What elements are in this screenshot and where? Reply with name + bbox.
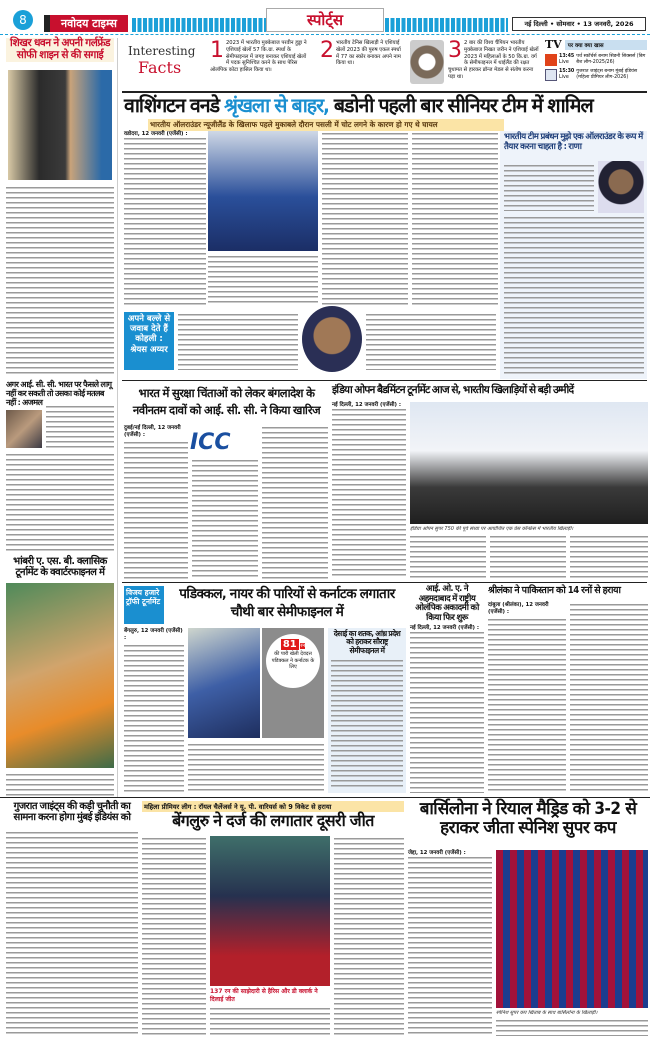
page-header (0, 8, 650, 34)
barcelona-photo (496, 850, 648, 1008)
article-body (410, 625, 484, 793)
dateline: नई दिल्ली • सोमवार • 13 जनवरी, 2026 (512, 17, 646, 31)
fact-item (320, 40, 402, 67)
article-body (6, 830, 138, 1035)
icc-dateline: दुबई/नई दिल्ली, 12 जनवरी (एजेंसी) : (124, 425, 188, 439)
article-body (334, 836, 404, 1036)
lead-subhead: भारतीय ऑलराउंडर न्यूजीलैंड के खिलाफ पहले मुकाबले दौरान पसली में चोट लगने के कारण हो गए थे घायल (148, 119, 504, 131)
side-headline: भारतीय टीम प्रबंधन मुझे एक ऑलराउंडर के रूप में तैयार करना चाहता है : राणा (504, 132, 643, 152)
barca-dateline: जेद्दा, 12 जनवरी (एजेंसी) : (408, 850, 492, 857)
side-story (500, 131, 647, 379)
srilanka-headline: श्रीलंका ने पाकिस्तान को 14 रनों से हराया (488, 585, 621, 596)
washington-photo (208, 131, 318, 251)
fact-text: 2023 में भारतीय मुक्केबाज परवीन हुड्डा ने एशियाई खेलों 57 कि.ग्रा. स्पर्धा के सेमीफाइनल में जगह बनाकर एशियाई खेलों में पदक सुनिश्चित करने के साथ पेरिस ओलंपिक कोटा हासिल किया था। (210, 40, 307, 73)
facts-title-2: Facts (138, 58, 182, 77)
fact-text: 2 बार की विश्व चैंपियन भारतीय मुक्केबाज निखत जरीन ने एशियाई खेलों 2023 में महिलाओं के 50 कि.ग्रा. वर्ग के सेमीफाइनल में थाईलैंड की रक्षत चुथामत से हारकर ब्रॉन्ज मेडल से संतोष करना पड़ा था। (448, 40, 539, 80)
article-body (6, 185, 114, 375)
tv-title: TV (545, 38, 562, 51)
article-body (366, 312, 496, 370)
article-body (490, 534, 566, 578)
rcb-photo (210, 836, 330, 986)
tennis-photo (6, 583, 114, 768)
article-body (496, 1018, 648, 1036)
saurashtra-box (328, 628, 406, 793)
vijay-dateline: बेंगलुरु, 12 जनवरी (एजेंसी) : (124, 628, 183, 642)
fact-item (210, 40, 310, 74)
article-body (188, 742, 324, 792)
wpl-headline: बेंगलुरु ने दर्ज की लगातार दूसरी जीत (172, 811, 374, 830)
article-body (178, 312, 298, 370)
headline-part: बडोनी पहली बार सीनियर टीम में शामिल (328, 94, 593, 117)
article-body (124, 628, 184, 793)
headline: भांबरी ए. एस. बी. क्लासिक टूर्नामेंट के क्वार्टरफाइनल में (13, 556, 107, 579)
padikkal-photo (188, 628, 260, 738)
channel-logo-icon (545, 54, 557, 66)
article-body (6, 772, 114, 798)
tv-row (545, 54, 647, 66)
fact-item (448, 40, 540, 81)
article-body (322, 131, 408, 306)
left-column (6, 38, 114, 798)
icc-headline: भारत में सुरक्षा चिंताओं को लेकर बंगलादेश के नवीनतम दावों को आई. सी. सी. ने किया खारिज (132, 386, 321, 418)
article-body (412, 131, 498, 306)
engagement-photo (8, 70, 112, 180)
fact-number: 2 (320, 38, 334, 63)
section-title: स्पोर्ट्स (266, 8, 384, 32)
divider (122, 582, 647, 583)
article-body (6, 452, 114, 552)
lead-dateline: वडोदरा, 12 जनवरी (एजेंसी) : (124, 131, 206, 138)
article-body (408, 850, 492, 1036)
article-body (504, 215, 644, 375)
tv-schedule (545, 38, 647, 90)
barca-headline: बार्सिलोना ने रियाल मैड्रिड को 3-2 से हराकर जीता स्पेनिश सुपर कप (419, 799, 637, 839)
tv-time: 15:30 (559, 69, 575, 74)
headline-part: श्रृंखला से बाहर, (224, 94, 329, 117)
player-photo (6, 410, 42, 448)
tv-subtitle: पर क्या क्या खास (565, 40, 647, 50)
iyer-photo (302, 306, 362, 372)
channel-logo-icon (545, 69, 557, 81)
kohli-box-headline: अपने बल्ले से जवाब देते हैं कोहली : श्रेयस अय्यर (124, 312, 174, 370)
stat-unit: रन (300, 643, 306, 649)
tv-program: पर्थ स्कॉर्चर्स बनाम सिडनी सिक्सर्स (बिग बैश लीग-2025/26) (576, 54, 646, 65)
article-body (570, 534, 648, 578)
badminton-photo (410, 402, 648, 524)
srilanka-dateline: दांबुला (श्रीलंका), 12 जनवरी (एजेंसी) : (488, 602, 566, 616)
photo-caption: इंडिया ओपन सुपर 750 की पूर्व संध्या पर आयोजित एक प्रेस कॉन्फ्रेंस में भारतीय खिलाड़ी। (410, 526, 574, 532)
divider (122, 380, 647, 381)
ioa-dateline: नई दिल्ली, 12 जनवरी (एजेंसी) : (410, 625, 484, 632)
article-body (488, 602, 566, 793)
article-body (142, 836, 206, 1036)
headline: शिखर धवन ने अपनी गर्लफ्रेंड सोफी शाइन से की सगाई (6, 38, 114, 62)
interesting-facts (122, 38, 542, 90)
headline-part: वाशिंगटन वनडे (124, 94, 225, 117)
tv-tag: Live (559, 59, 569, 65)
article-body (124, 425, 188, 580)
facts-title-1: Interesting (128, 44, 196, 58)
facts-title (128, 44, 198, 77)
article-body (262, 425, 328, 580)
wpl-kicker: महिला प्रीमियर लीग : रॉयल चैलेंजर्स ने यू. पी. वारियर्स को 9 विकेट से हराया (142, 801, 404, 812)
badminton-dateline: नई दिल्ली, 12 जनवरी (एजेंसी) : (332, 402, 406, 409)
fact-number: 3 (448, 38, 462, 63)
tv-program: गुजरात जाइंट्स बनाम मुंबई इंडियंस (महिला प्रीमियर लीग-2026) (576, 69, 638, 80)
vijay-headline: पडिक्कल, नायर की पारियों से कर्नाटक लगातार चौथी बार सेमीफाइनल में (179, 586, 395, 621)
tv-tag: Live (559, 74, 569, 80)
tv-time: 13:45 (559, 54, 575, 59)
article-body (331, 658, 403, 788)
article-body (332, 402, 406, 578)
fact-number: 1 (210, 38, 224, 63)
page-number: 8 (13, 10, 33, 30)
partnership-box: 137 रन की साझेदारी से हैरिस और डी क्लार्क ने दिलाई जीत (210, 988, 318, 1003)
tv-header (545, 38, 647, 51)
article-body (570, 602, 648, 793)
icc-logo: ICC (190, 430, 231, 455)
tv-row (545, 69, 647, 81)
rana-photo (598, 161, 644, 213)
divider (0, 34, 650, 35)
article-body (208, 254, 318, 304)
divider (0, 797, 650, 798)
stat-text: की पारी खेली देवदत्त पडिक्कल ने कर्नाटक के लिए (271, 651, 315, 670)
gujarat-headline: गुजरात जाइंट्स की कड़ी चुनौती का सामना करना होगा मुंबई इंडियंस को (13, 801, 131, 824)
masthead-logo: नवोदय टाइम्स (44, 15, 128, 32)
divider (117, 38, 118, 798)
article-body (504, 163, 594, 211)
stat-circle (266, 634, 320, 688)
divider (122, 91, 647, 93)
article-body (410, 534, 486, 578)
athlete-photo (410, 40, 444, 84)
sub-headline: देसाई का शतक, आंध्र प्रदेश को हराकर सौराष्ट्र सेमीफाइनल में (333, 629, 401, 655)
fact-text: भारतीय टेनिस खिलाड़ी ने एशियाई खेलों 2023 की पुरुष एकल स्पर्धा में 77 का स्कोर बनाकर अपने नाम किया था। (336, 40, 401, 67)
stat-number: 81 (282, 639, 297, 650)
article-body (124, 131, 206, 306)
lead-headline (124, 95, 646, 117)
article-body (46, 404, 114, 450)
headline: अगर आई. सी. सी. भारत पर फैसले लागू नहीं कर सकती तो उसका कोई मतलब नहीं : अजमल (6, 380, 112, 407)
article-body (210, 1006, 330, 1036)
tournament-badge: विजय हजारे ट्रॉफी टूर्नामेंट (124, 586, 164, 624)
stat-box (262, 628, 324, 738)
article-body (192, 458, 258, 580)
ioa-headline: आई. ओ. ए. ने अहमदाबाद में राष्ट्रीय ओलंपिक अकादमी को किया फिर शुरू (415, 584, 479, 623)
badminton-headline: इंडिया ओपन बैडमिंटन टूर्नामेंट आज से, भारतीय खिलाड़ियों से बड़ी उम्मीदें (332, 384, 574, 396)
photo-caption: स्पेनिश सुपर कप खिताब के साथ बार्सिलोना के खिलाड़ी। (496, 1010, 598, 1016)
